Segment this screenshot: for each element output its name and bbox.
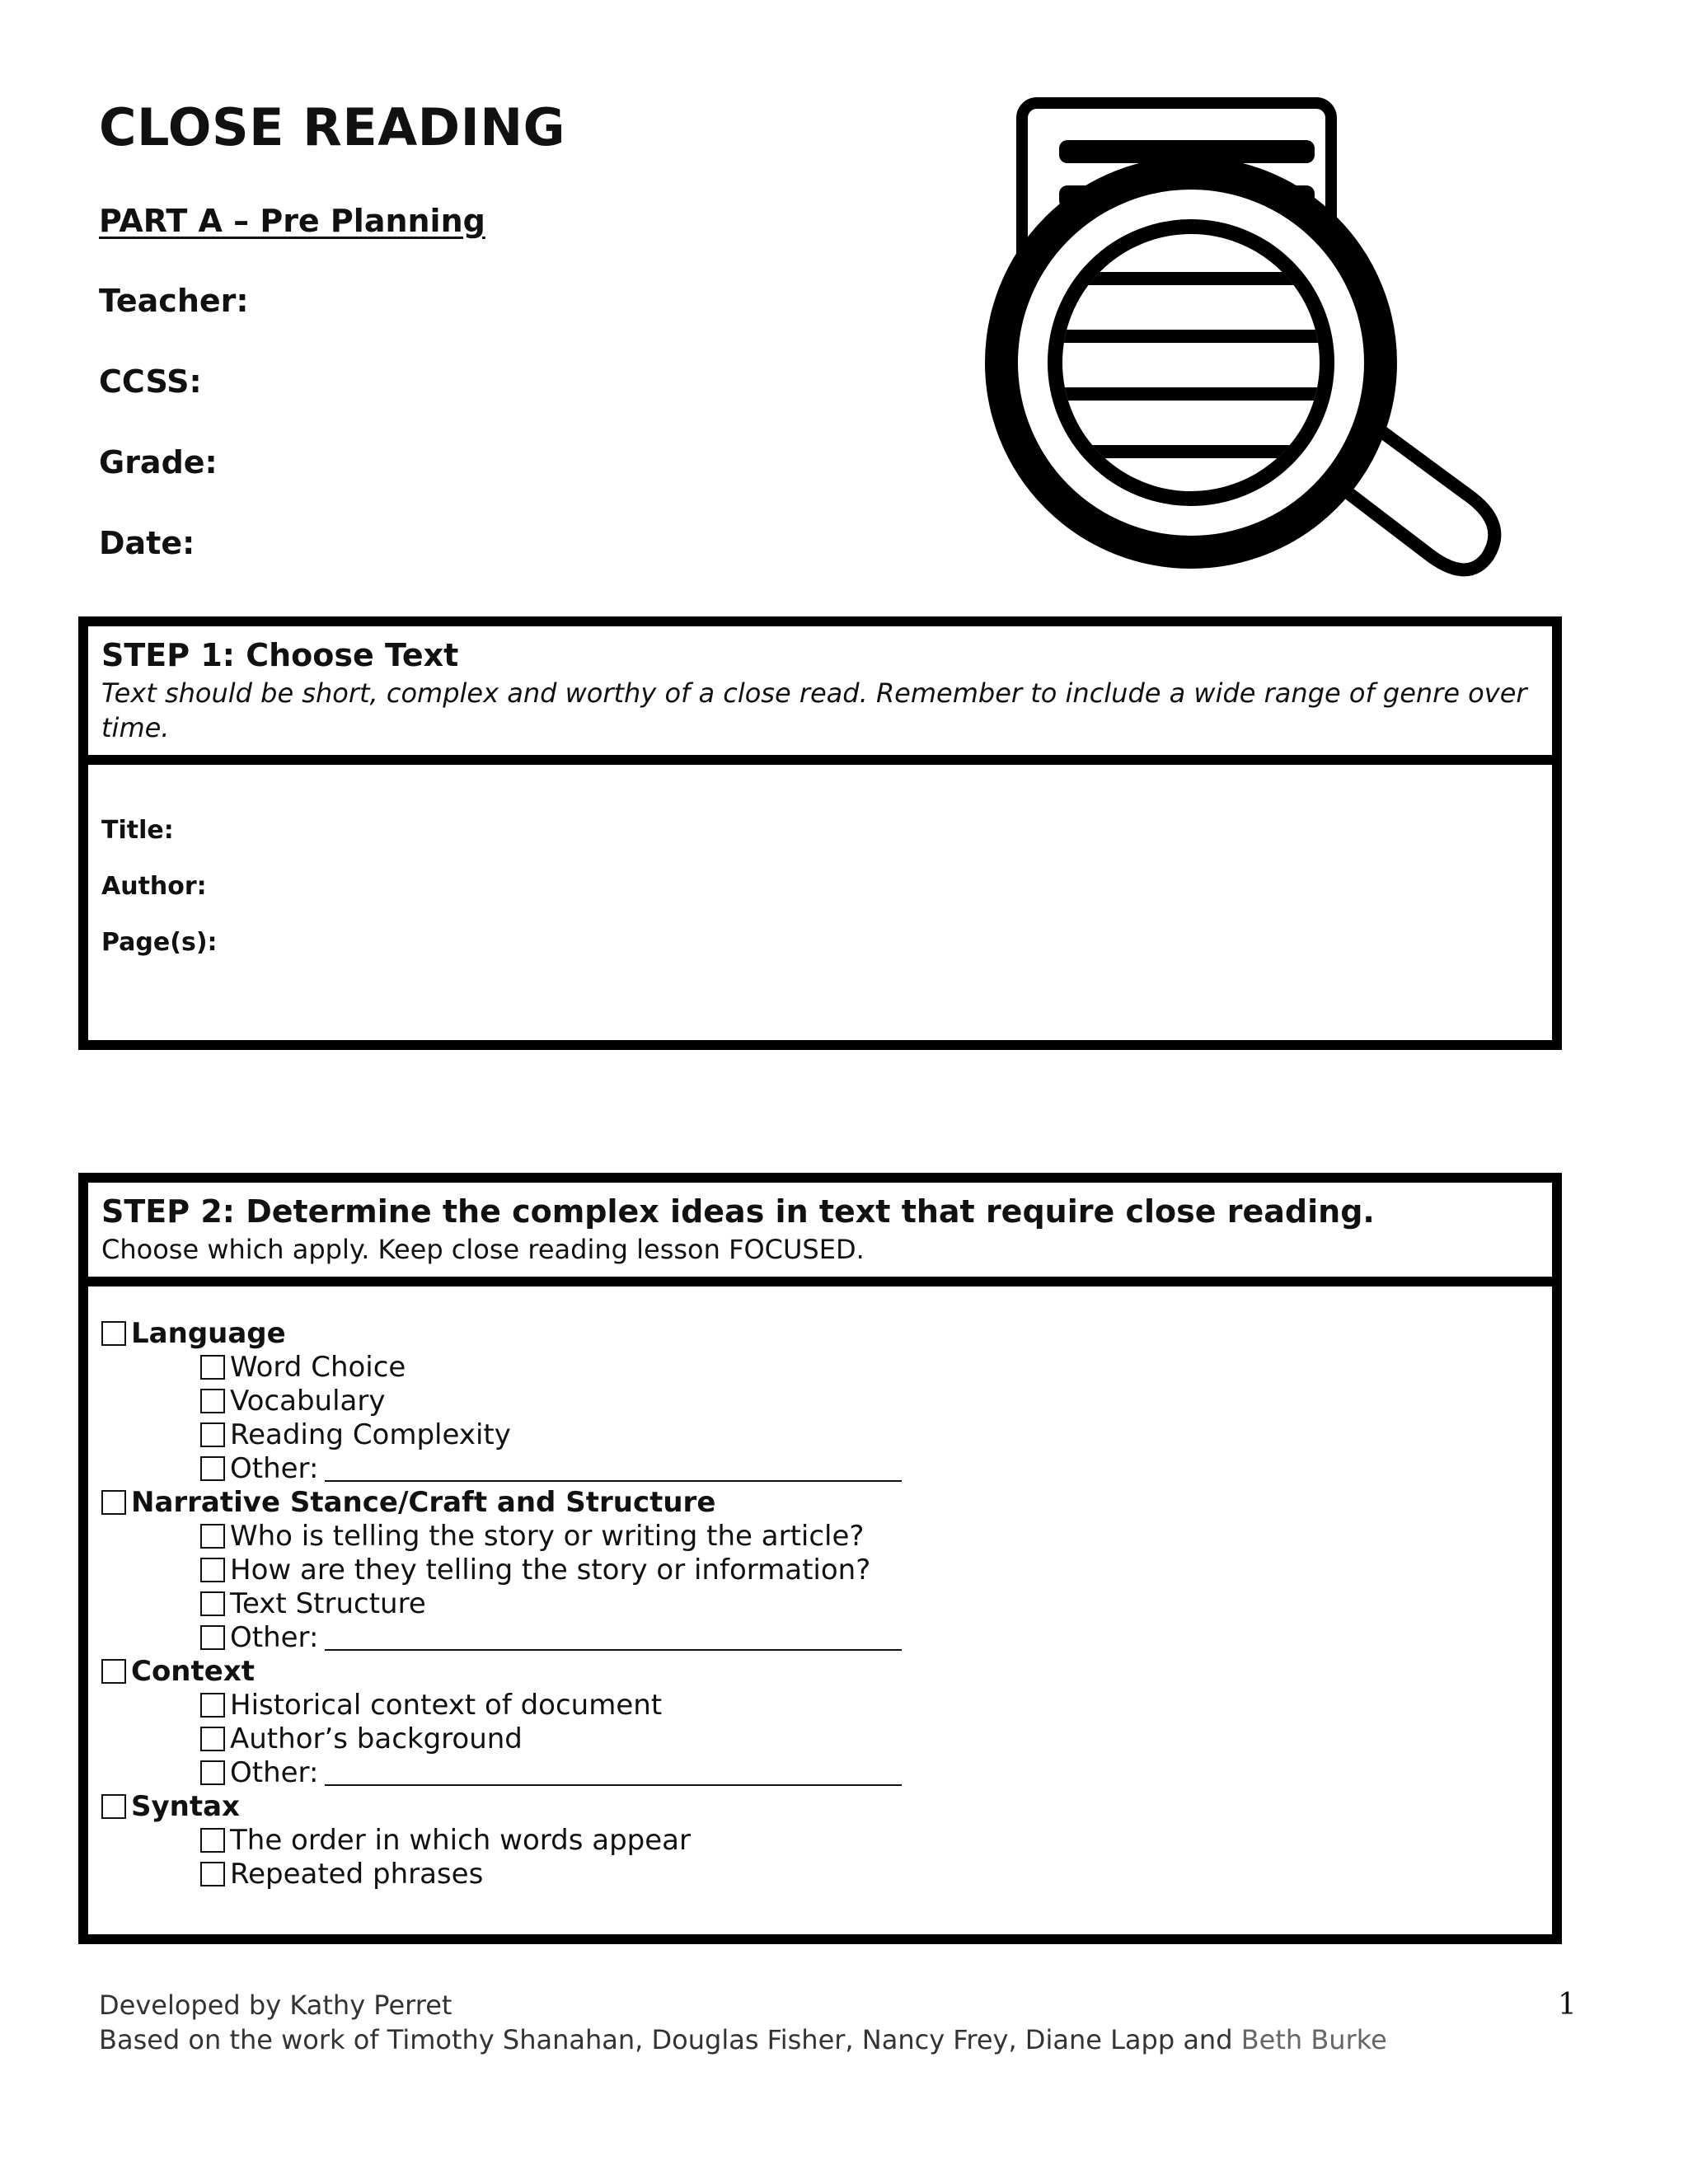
language-option[interactable]: Language [101,1316,1539,1350]
part-title: PART A – Pre Planning [99,203,485,239]
checkbox[interactable] [200,1524,225,1549]
checkbox[interactable] [200,1389,225,1413]
checkbox[interactable] [200,1727,225,1751]
other-blank-line[interactable] [325,1624,902,1651]
step1-box [78,616,1562,1050]
narrative-stance-option[interactable]: Narrative Stance/Craft and Structure [101,1485,1539,1519]
context-option[interactable]: Context [101,1654,1539,1688]
checkbox[interactable] [200,1693,225,1718]
who-telling-option[interactable]: Who is telling the story or writing the article? [101,1519,1539,1553]
language-other-option[interactable]: Other: [101,1451,1539,1485]
reading-complexity-option[interactable]: Reading Complexity [101,1418,1539,1451]
word-choice-option[interactable]: Word Choice [101,1350,1539,1384]
word-order-option[interactable]: The order in which words appear [101,1823,1539,1857]
context-other-option[interactable]: Other: [101,1755,1539,1789]
other-blank-line[interactable] [325,1455,902,1482]
footer-developer: Developed by Kathy Perret [99,1990,452,2021]
other-blank-line[interactable] [325,1760,902,1786]
checkbox[interactable] [200,1862,225,1886]
checkbox[interactable] [101,1490,126,1515]
step2-box [78,1173,1562,1944]
checkbox[interactable] [200,1760,225,1785]
step1-header [88,626,1552,765]
syntax-option[interactable]: Syntax [101,1789,1539,1823]
ccss-label: CCSS: [99,363,202,400]
pages-field-label: Page(s): [101,928,218,957]
narrative-other-option[interactable]: Other: [101,1620,1539,1654]
author-field-label: Author: [101,872,207,901]
teacher-label: Teacher: [99,283,249,319]
step2-checklist [88,1286,1552,1909]
checkbox[interactable] [200,1828,225,1853]
repeated-phrases-option[interactable]: Repeated phrases [101,1857,1539,1891]
step1-title: STEP 1: Choose Text [101,637,459,673]
author-background-option[interactable]: Author’s background [101,1722,1539,1755]
step2-title: STEP 2: Determine the complex ideas in text that require close reading. [101,1193,1375,1230]
step2-header [88,1183,1552,1286]
step1-body [88,765,1552,977]
vocabulary-option[interactable]: Vocabulary [101,1384,1539,1418]
title-field-label: Title: [101,816,174,845]
text-structure-option[interactable]: Text Structure [101,1586,1539,1620]
checkbox[interactable] [101,1321,126,1346]
footer-credits-end: Beth Burke [1240,2024,1387,2055]
checkbox[interactable] [101,1794,126,1819]
checkbox[interactable] [200,1558,225,1582]
step1-subtitle: Text should be short, complex and worthy of a close read. Remember to include a wide range of genre over time. [101,677,1527,743]
page-title: CLOSE READING [99,97,565,157]
date-label: Date: [99,525,195,561]
page-number: 1 [1558,1988,1577,2022]
footer-credits: Based on the work of Timothy Shanahan, Douglas Fisher, Nancy Frey, Diane Lapp and Beth Burke [99,2024,1387,2055]
historical-context-option[interactable]: Historical context of document [101,1688,1539,1722]
grade-label: Grade: [99,444,218,480]
checkbox[interactable] [200,1591,225,1616]
checkbox[interactable] [101,1659,126,1684]
checkbox[interactable] [200,1625,225,1650]
checkbox[interactable] [200,1456,225,1481]
checkbox[interactable] [200,1355,225,1380]
how-telling-option[interactable]: How are they telling the story or information? [101,1553,1539,1586]
document-magnifier-icon [981,91,1508,626]
footer [99,1988,1387,2057]
checkbox[interactable] [200,1422,225,1447]
step2-subtitle: Choose which apply. Keep close reading lesson FOCUSED. [101,1234,865,1265]
